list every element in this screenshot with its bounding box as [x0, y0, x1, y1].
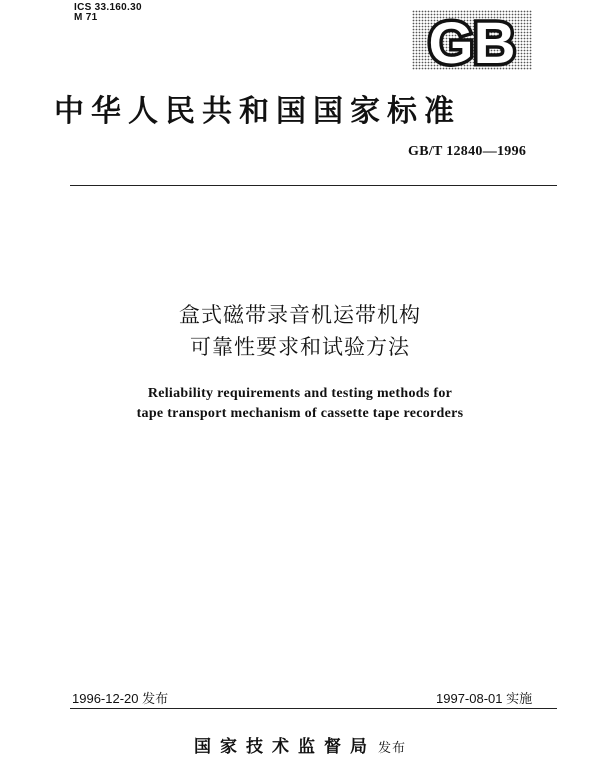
implementation-date: 1997-08-01 实施: [436, 691, 533, 706]
standard-name: 中华人民共和国国家标准: [54, 94, 461, 129]
issue-date: 1996-12-20 发布: [72, 691, 169, 706]
gb-logo-text: GB: [428, 11, 516, 70]
title-chinese-line-1: 盒式磁带录音机运带机构: [179, 303, 421, 327]
gb-logo: [412, 10, 532, 70]
publisher-line: [0, 732, 600, 757]
title-english-line-1: Reliability requirements and testing methods for: [147, 386, 453, 401]
publisher-name: 国家技术监督局: [193, 737, 376, 757]
title-english-line-2: tape transport mechanism of cassette tape recorders: [136, 406, 464, 421]
standard-number: GB/T 12840—1996: [408, 144, 527, 159]
ccs-code: M 71: [74, 12, 98, 23]
title-chinese-line-2: 可靠性要求和试验方法: [190, 335, 410, 359]
header-divider: [70, 185, 557, 186]
publisher-suffix: 发布: [377, 741, 406, 756]
footer-divider: [70, 708, 557, 709]
ics-code: ICS 33.160.30: [74, 2, 142, 13]
